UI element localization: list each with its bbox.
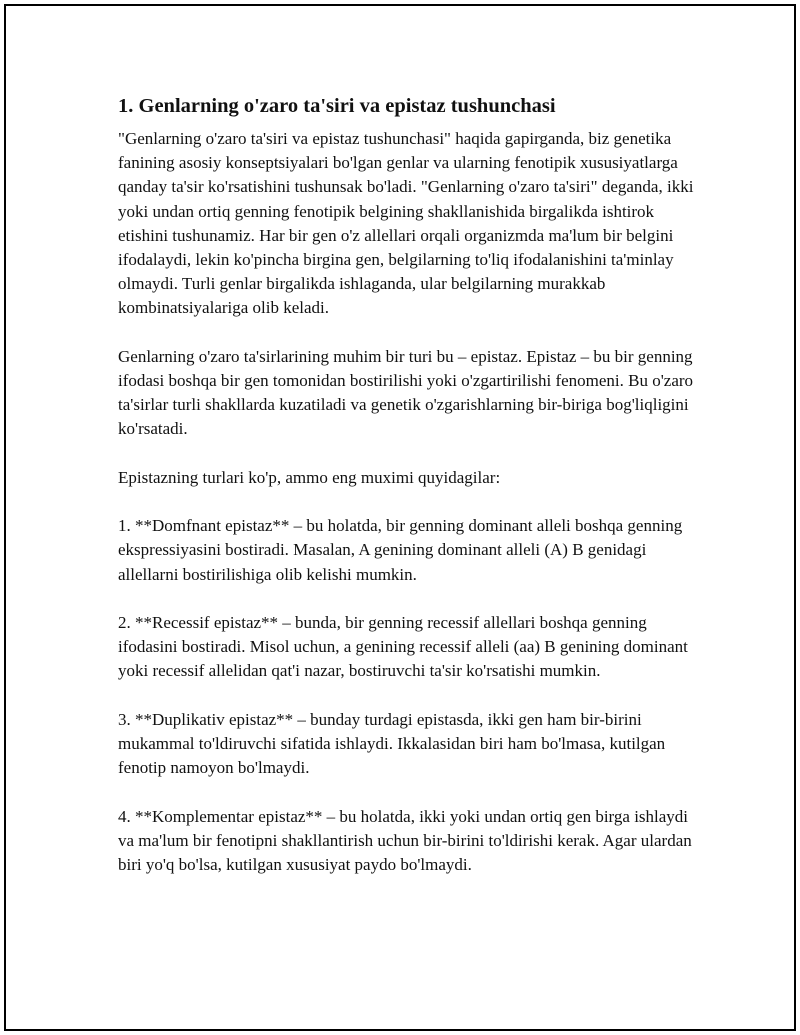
list-item-dominant-epistasis: 1. **Domfnant epistaz** – bu holatda, bir genning dominant alleli boshqa genning ekspressiyasini bostiradi. Masalan, A genining dominant alleli (A) B genidagi allellarni bostirilishiga olib kelishi mumkin. bbox=[118, 516, 683, 584]
paragraph-epistasis-definition: Genlarning o'zaro ta'sirlarining muhim bir turi bu – epistaz. Epistaz – bu bir genning ifodasi boshqa bir gen tomonidan bostirilishi yoki o'zgartirilishi fenomeni. Bu o'zaro ta'sirlar turli shakllarda kuzatiladi va genetik o'zgarishlarning bir-biriga bog'liqligini ko'rsatadi. bbox=[118, 346, 694, 439]
document-body bbox=[118, 92, 698, 901]
paragraph-types-intro: Epistazning turlari ko'p, ammo eng muximi quyidagilar: bbox=[118, 467, 501, 487]
list-item-complementary-epistasis: 4. **Komplementar epistaz** – bu holatda, ikki yoki undan ortiq gen birga ishlaydi va ma'lum bir fenotipni shakllantirish uchun bir-birini to'ldirishi kerak. Agar ulardan biri yo'q bo'lsa, kutilgan xususiyat paydo bo'lmaydi. bbox=[118, 806, 692, 874]
section-heading: 1. Genlarning o'zaro ta'siri va epistaz tushunchasi bbox=[118, 95, 556, 117]
list-item-recessive-epistasis: 2. **Recessif epistaz** – bunda, bir genning recessif allellari boshqa genning ifodasini bostiradi. Misol uchun, a genining recessif alleli (aa) B genining dominant yoki recessif allelidan qat'i nazar, bostiruvchi ta'sir ko'rsatishi mumkin. bbox=[118, 613, 688, 681]
paragraph-intro: "Genlarning o'zaro ta'siri va epistaz tushunchasi" haqida gapirganda, biz genetika fanining asosiy konseptsiyalari bo'lgan genlar va ularning fenotipik xususiyatlarga qanday ta'sir ko'rsatishini tushunsak bo'ladi. "Genlarning o'zaro ta'siri" deganda, ikki yoki undan ortiq genning fenotipik belgining shakllanishida birgalikda ishtirok etishini tushunamiz. Har bir gen o'z allellari orqali organizmda ma'lum bir belgini ifodalaydi, lekin ko'pincha birgina gen, belgilarning to'liq ifodalanishini ta'minlay olmaydi. Turli genlar birgalikda ishlaganda, ular belgilarning murakkab kombinatsiyalariga olib keladi. bbox=[118, 129, 694, 318]
list-item-duplicate-epistasis: 3. **Duplikativ epistaz** – bunday turdagi epistasda, ikki gen ham bir-birini mukammal to'ldiruvchi sifatida ishlaydi. Ikkalasidan biri ham bo'lmasa, kutilgan fenotip namoyon bo'lmaydi. bbox=[118, 709, 666, 778]
